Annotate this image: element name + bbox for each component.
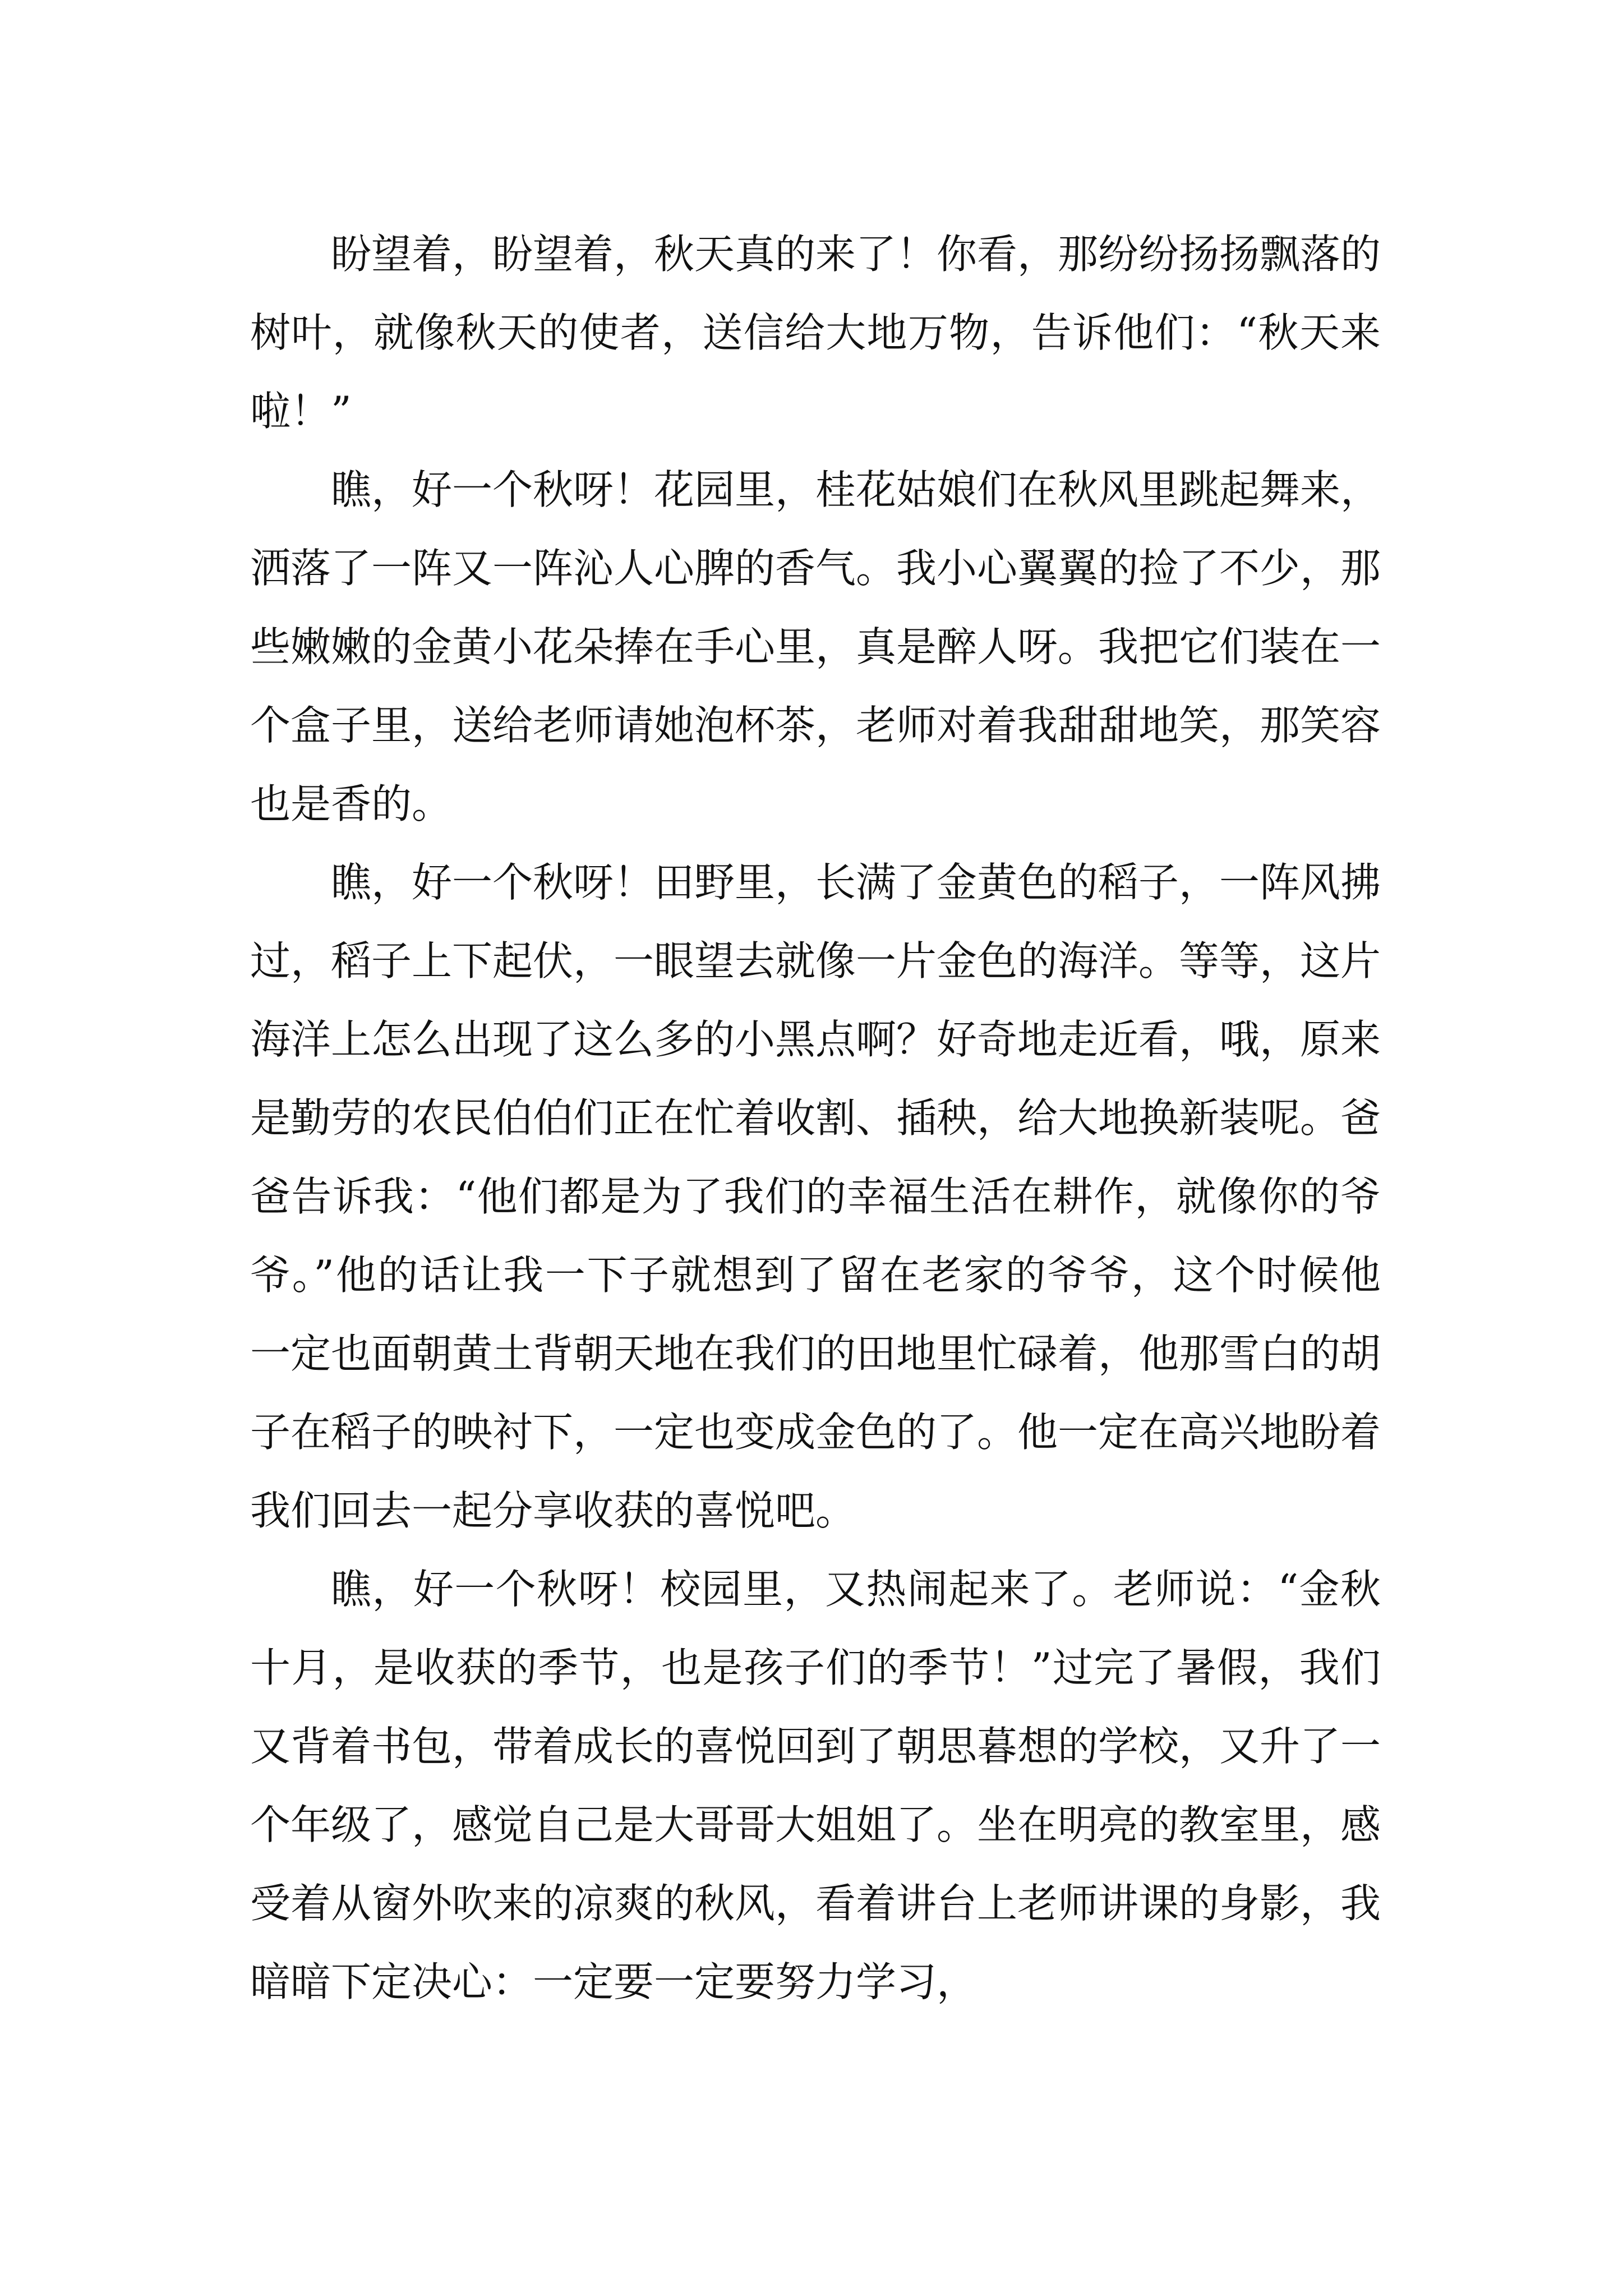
paragraph-3: 瞧，好一个秋呀！田野里，长满了金黄色的稻子，一阵风拂过，稻子上下起伏，一眼望去就像一片金色的海洋。等等，这片海洋上怎么出现了这么多的小黑点啊？好奇地走近看，哦，原来是勤劳的农民伯伯们正在忙着收割、插秧，给大地换新装呢。爸爸告诉我：“他们都是为了我们的幸福生活在耕作，就像你的爷爷。”他的话让我一下子就想到了留在老家的爷爷，这个时候他一定也面朝黄土背朝天地在我们的田地里忙碌着，他那雪白的胡子在稻子的映衬下，一定也变成金色的了。他一定在高兴地盼着我们回去一起分享收获的喜悦吧。 [250, 859, 1381, 1534]
paragraph-4: 瞧，好一个秋呀！校园里，又热闹起来了。老师说：“金秋十月，是收获的季节，也是孩子们的季节！”过完了暑假，我们又背着书包，带着成长的喜悦回到了朝思暮想的学校，又升了一个年级了，感觉自己是大哥哥大姐姐了。坐在明亮的教室里，感受着从窗外吹来的凉爽的秋风，看着讲台上老师讲课的身影，我暗暗下定决心：一定要一定要努力学习， [250, 1566, 1381, 2005]
paragraph-2: 瞧，好一个秋呀！花园里，桂花姑娘们在秋风里跳起舞来，洒落了一阵又一阵沁人心脾的香气。我小心翼翼的捡了不少，那些嫩嫩的金黄小花朵捧在手心里，真是醉人呀。我把它们装在一个盒子里，送给老师请她泡杯茶，老师对着我甜甜地笑，那笑容也是香的。 [250, 466, 1381, 827]
essay-body [250, 215, 1381, 2021]
paragraph-1: 盼望着，盼望着，秋天真的来了！你看，那纷纷扬扬飘落的树叶，就像秋天的使者，送信给大地万物，告诉他们：“秋天来啦！” [250, 231, 1381, 435]
